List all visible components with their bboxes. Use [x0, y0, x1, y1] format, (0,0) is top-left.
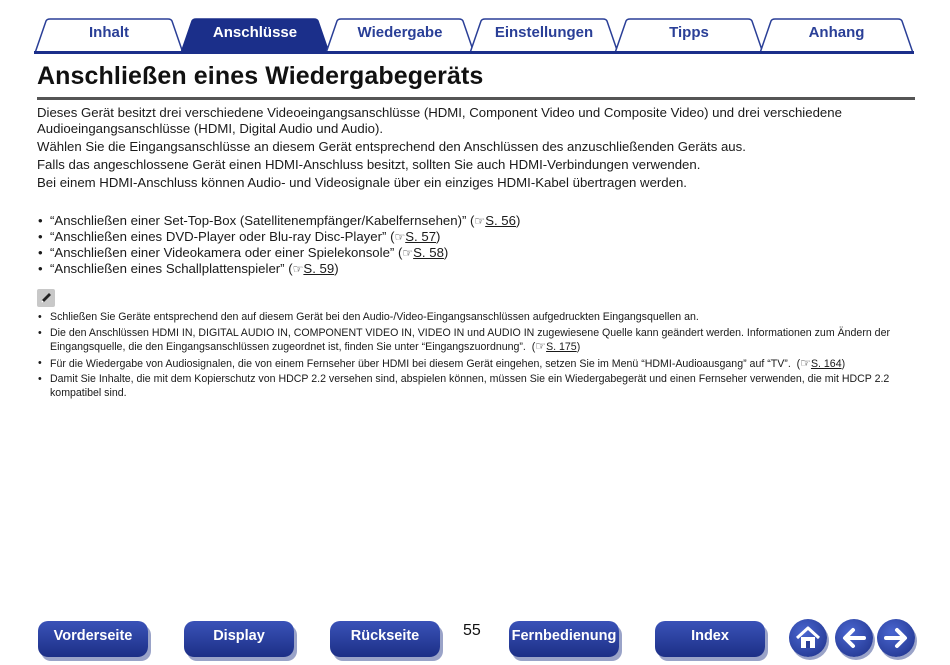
- intro-paragraph: Falls das angeschlossene Gerät einen HDMI-Anschluss besitzt, sollten Sie auch HDMI-Verbindungen verwenden.: [37, 157, 701, 172]
- link-text: “Anschließen einer Set-Top-Box (Satellitenempfänger/Kabelfernsehen)”: [50, 213, 467, 228]
- link-text: “Anschließen einer Videokamera oder einer Spielekonsole”: [50, 245, 395, 260]
- arrow-left-icon: [835, 619, 873, 657]
- display-button[interactable]: [184, 621, 294, 657]
- fernbedienung-button[interactable]: [509, 621, 619, 657]
- link-text: “Anschließen eines Schallplattenspieler”: [50, 261, 285, 276]
- notes-list: [37, 311, 907, 402]
- note-text: Für die Wiedergabe von Audiosignalen, die von einem Fernseher über HDMI bei diesem Gerät eingehen, setzen Sie im Menü “HDMI-Audioausgang” auf “TV”.: [50, 357, 791, 370]
- button-label: Index: [691, 628, 729, 644]
- note-item: • Die den Anschlüssen HDMI IN, DIGITAL AUDIO IN, COMPONENT VIDEO IN, VIDEO IN und AUDIO IN zugewiesene Quelle kann geändert werden. Informationen zum Ändern der Eingangsquelle, die den Eingangsanschlüssen zugeordnet ist, finden Sie unter “Eingangszuordnung”. (☞S. 175): [37, 327, 907, 355]
- vorderseite-button[interactable]: [38, 621, 148, 657]
- button-label: Rückseite: [350, 628, 420, 644]
- hand-pointer-icon: ☞: [535, 339, 547, 353]
- index-button[interactable]: [655, 621, 765, 657]
- arrow-right-icon: [877, 619, 915, 657]
- page-ref-link[interactable]: S. 175: [546, 341, 577, 353]
- pencil-note-icon: [37, 289, 55, 307]
- tab-anschluesse[interactable]: [180, 18, 330, 52]
- button-label: Vorderseite: [53, 628, 133, 644]
- intro-paragraph: Dieses Gerät besitzt drei verschiedene Videoeingangsanschlüsse (HDMI, Component Video und Composite Video) und drei verschiedene Audioeingangsanschlüsse (HDMI, Digital Audio und Audio).: [37, 105, 842, 136]
- list-item: • “Anschließen einer Videokamera oder einer Spielekonsole” (☞S. 58): [37, 245, 897, 261]
- tab-label: Anhang: [808, 24, 865, 41]
- hand-pointer-icon: ☞: [394, 230, 406, 244]
- connection-link-list: [37, 213, 897, 277]
- tab-label: Einstellungen: [494, 24, 594, 41]
- intro-paragraph: Wählen Sie die Eingangsanschlüsse an diesem Gerät entsprechend den Anschlüssen des anzuschließenden Geräts aus.: [37, 139, 746, 154]
- page-ref-link[interactable]: S. 58: [413, 245, 444, 260]
- note-item: [37, 373, 907, 400]
- page-ref-link[interactable]: S. 57: [405, 229, 437, 244]
- page-ref-link[interactable]: S. 56: [485, 213, 516, 228]
- hand-pointer-icon: ☞: [292, 262, 304, 276]
- note-item: [37, 311, 907, 325]
- tab-label: Tipps: [669, 24, 709, 41]
- list-item: • “Anschließen eines DVD-Player oder Blu-ray Disc-Player” (☞S. 57): [37, 229, 897, 245]
- note-item: • Für die Wiedergabe von Audiosignalen, die von einem Fernseher über HDMI bei diesem Gerät eingehen, setzen Sie im Menü “HDMI-Audioausgang” auf “TV”. (☞S. 164): [37, 357, 907, 372]
- forward-button[interactable]: [877, 619, 915, 657]
- tab-tipps[interactable]: [614, 18, 764, 52]
- button-label: Display: [213, 628, 265, 644]
- tab-label: Wiedergabe: [357, 24, 443, 41]
- hand-pointer-icon: ☞: [402, 246, 414, 260]
- button-label: Fernbedienung: [511, 628, 617, 644]
- tab-anhang[interactable]: [759, 18, 914, 52]
- tab-bar-underline: [34, 51, 914, 54]
- link-text: “Anschließen eines DVD-Player oder Blu-ray Disc-Player”: [50, 229, 387, 244]
- tab-label: Anschlüsse: [212, 24, 298, 41]
- page-ref-link[interactable]: S. 164: [810, 357, 842, 370]
- page-title: Anschließen eines Wiedergabegeräts: [37, 62, 484, 90]
- title-divider: [37, 97, 915, 100]
- tab-inhalt[interactable]: [34, 18, 184, 52]
- page-number: 55: [463, 622, 481, 639]
- hand-pointer-icon: ☞: [474, 214, 486, 228]
- home-icon: [789, 619, 827, 657]
- intro-text: [37, 105, 897, 193]
- list-item: • “Anschließen einer Set-Top-Box (Satellitenempfänger/Kabelfernsehen)” (☞S. 56): [37, 213, 897, 229]
- note-text: Schließen Sie Geräte entsprechend den auf diesem Gerät bei den Audio-/Video-Eingangsanschlüssen aufgedruckten Eingangsquellen an.: [50, 311, 699, 323]
- rueckseite-button[interactable]: [330, 621, 440, 657]
- tab-einstellungen[interactable]: [469, 18, 619, 52]
- hand-pointer-icon: ☞: [800, 355, 811, 370]
- tab-label: Inhalt: [89, 24, 129, 41]
- note-text: Die den Anschlüssen HDMI IN, DIGITAL AUDIO IN, COMPONENT VIDEO IN, VIDEO IN und AUDIO IN zugewiesene Quelle kann geändert werden. Informationen zum Ändern der Eingangsquelle, die den Eingangsanschlüssen zugeordnet ist, finden Sie unter “Eingangszuordnung”.: [50, 326, 890, 353]
- intro-paragraph: Bei einem HDMI-Anschluss können Audio- und Videosignale über ein einziges HDMI-Kabel übertragen werden.: [37, 175, 687, 190]
- back-button[interactable]: [835, 619, 873, 657]
- home-button[interactable]: [789, 619, 827, 657]
- note-text: Damit Sie Inhalte, die mit dem Kopierschutz von HDCP 2.2 versehen sind, abspielen können, müssen Sie ein Wiedergabegerät und einen Fernseher verwenden, die mit HDCP 2.2 kompatibel sind.: [50, 373, 890, 399]
- tab-wiedergabe[interactable]: [325, 18, 475, 52]
- list-item: • “Anschließen eines Schallplattenspieler” (☞S. 59): [37, 261, 897, 277]
- page-ref-link[interactable]: S. 59: [303, 261, 335, 276]
